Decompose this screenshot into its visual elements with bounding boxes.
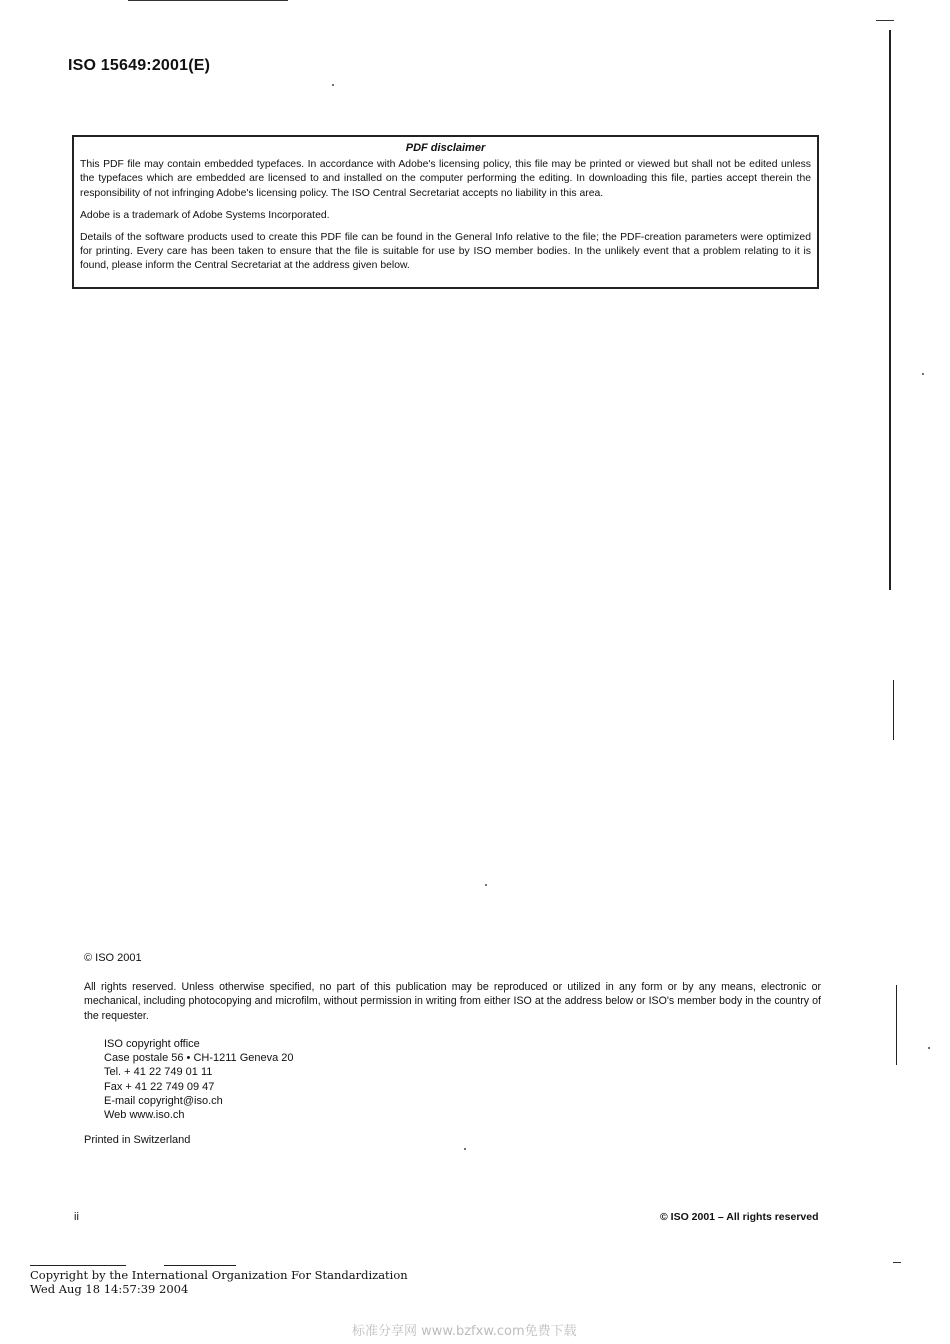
copyright-stamp (30, 1268, 408, 1296)
scan-edge-tick (893, 1262, 901, 1263)
stamp-line-date: Wed Aug 18 14:57:39 2004 (30, 1282, 189, 1296)
footer-copyright: © ISO 2001 – All rights reserved (660, 1211, 819, 1223)
stamp-rule-right (164, 1265, 236, 1266)
office-fax: Fax + 41 22 749 09 47 (104, 1080, 215, 1093)
copyright-office-address (104, 1037, 294, 1122)
scan-edge-line (889, 30, 891, 590)
top-edge-rule (128, 0, 288, 1)
disclaimer-title: PDF disclaimer (405, 142, 486, 154)
watermark: 标准分享网 www.bzfxw.com免费下载 (352, 1324, 577, 1339)
document-id: ISO 15649:2001(E) (68, 57, 211, 74)
page-number: ii (74, 1211, 79, 1223)
office-name: ISO copyright office (104, 1038, 200, 1050)
scan-speck (485, 884, 487, 886)
office-web: Web www.iso.ch (104, 1109, 185, 1122)
scan-speck (928, 1047, 930, 1049)
pdf-disclaimer-box (72, 135, 819, 289)
office-address: Case postale 56 • CH-1211 Geneva 20 (104, 1052, 294, 1065)
stamp-rule-left (30, 1265, 126, 1266)
scan-speck (332, 84, 334, 86)
office-tel: Tel. + 41 22 749 01 11 (104, 1066, 213, 1079)
disclaimer-paragraph-software: Details of the software products used to create this PDF file can be found in the General Info relative to the file; the PDF-creation parameters were optimized for printing. Every care has been taken to ensure that the file is suitable for use by ISO member bodies. In the unlikely event that a problem relating to it is found, please inform the Central Secretariat at the address given below. (80, 232, 811, 272)
disclaimer-paragraph-trademark: Adobe is a trademark of Adobe Systems Incorporated. (80, 209, 330, 221)
printed-in: Printed in Switzerland (84, 1134, 191, 1146)
scan-edge-tick (876, 20, 894, 21)
disclaimer-paragraph-typefaces: This PDF file may contain embedded typefaces. In accordance with Adobe's licensing policy, this file may be printed or viewed but shall not be edited unless the typefaces which are embedded are licensed to and installed on the computer performing the editing. In downloading this file, parties accept therein the responsibility of not infringing Adobe's licensing policy. The ISO Central Secretariat accepts no liability in this area. (80, 159, 811, 199)
rights-statement: All rights reserved. Unless otherwise specified, no part of this publication may be reproduced or utilized in any form or by any means, electronic or mechanical, including photocopying and microfilm, without permission in writing from either ISO at the address below or ISO's member body in the country of the requester. (84, 981, 821, 1022)
scan-edge-line (896, 985, 897, 1065)
copyright-notice: © ISO 2001 (84, 952, 142, 964)
stamp-line-organization: Copyright by the International Organization For Standardization (30, 1268, 408, 1282)
scan-speck (464, 1148, 466, 1150)
scan-edge-line (893, 680, 894, 740)
scan-speck (922, 373, 924, 375)
office-email: E-mail copyright@iso.ch (104, 1094, 223, 1107)
